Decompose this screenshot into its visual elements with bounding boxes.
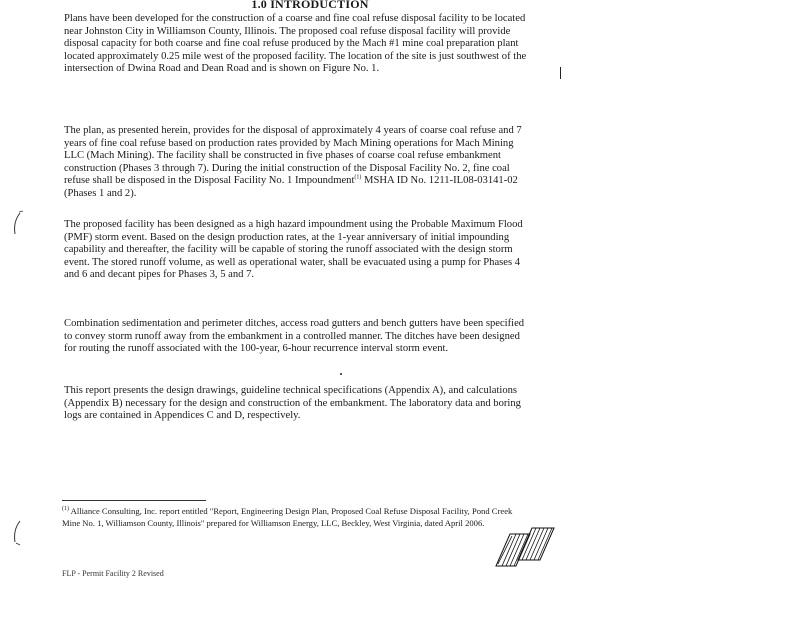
footnote-text: Alliance Consulting, Inc. report entitled "Report, Engineering Design Plan, Proposed Coal Refuse Disposal Facility, Pond Creek Mine No. 1, Williamson County, Illinois" prepared for Williamson Energy, LLC, Beckley, West Virginia, dated April 2006. <box>62 506 513 529</box>
binding-hole-mark-icon <box>10 518 30 548</box>
paragraph-5: This report presents the design drawings, guideline technical specifications (Appendix A), and calculations (Appendix B) necessary for the design and construction of the embankment. The laboratory data and boring logs are contained in Appendices C and D, respectively. <box>64 385 521 422</box>
paragraph-2-tail: MSHA ID No. 1211-IL08-03141-02 (Phases 1 and 2). <box>64 175 518 199</box>
paragraph-2 <box>64 125 529 201</box>
page-footer: FLP - Permit Facility 2 Revised <box>62 569 164 578</box>
scan-speck <box>340 373 342 375</box>
paragraph-1: Plans have been developed for the construction of a coarse and fine coal refuse disposal facility to be located near Johnston City in Williamson County, Illinois. The proposed coal refuse disposal facility will provide disposal capacity for both coarse and fine coal refuse produced by the Mach #1 mine coal preparation plant located approximately 0.25 mile west of the proposed facility. The location of the site is just southwest of the intersection of Dwina Road and Dean Road and is shown on Figure No. 1. <box>64 13 527 75</box>
binding-hole-mark-icon <box>10 210 30 240</box>
footnote-marker: (1) <box>62 506 69 513</box>
footnote-divider <box>62 500 206 501</box>
section-heading: 1.0 INTRODUCTION <box>251 0 369 11</box>
footnote-reference: (1) <box>354 174 362 181</box>
revision-bar <box>560 67 561 79</box>
company-logo-icon <box>488 520 560 572</box>
footnote <box>62 505 532 530</box>
paragraph-2-text: The plan, as presented herein, provides for the disposal of approximately 4 years of coarse coal refuse and 7 years of fine coal refuse based on production rates provided by Mach Mining operations for Mach Mining LLC (Mach Mining). The facility shall be constructed in five phases of coarse coal refuse embankment construction (Phases 3 through 7). During the initial construction of the Disposal Facility No. 2, fine coal refuse shall be disposed in the Disposal Facility No. 1 Impoundment <box>64 125 522 187</box>
paragraph-4: Combination sedimentation and perimeter ditches, access road gutters and bench gutters have been specified to convey storm runoff away from the embankment in a controlled manner. The ditches have been designed for routing the runoff associated with the 100-year, 6-hour recurrence interval storm event. <box>64 318 525 355</box>
paragraph-3: The proposed facility has been designed as a high hazard impoundment using the Probable Maximum Flood (PMF) storm event. Based on the design production rates, at the 1-year anniversary of initial impounding capability and thereafter, the facility will be capable of storing the runoff associated with the design storm event. The stored runoff volume, as well as operational water, shall be evacuated using a pump for Phases 4 and 6 and decant pipes for Phases 3, 5 and 7. <box>64 219 523 281</box>
